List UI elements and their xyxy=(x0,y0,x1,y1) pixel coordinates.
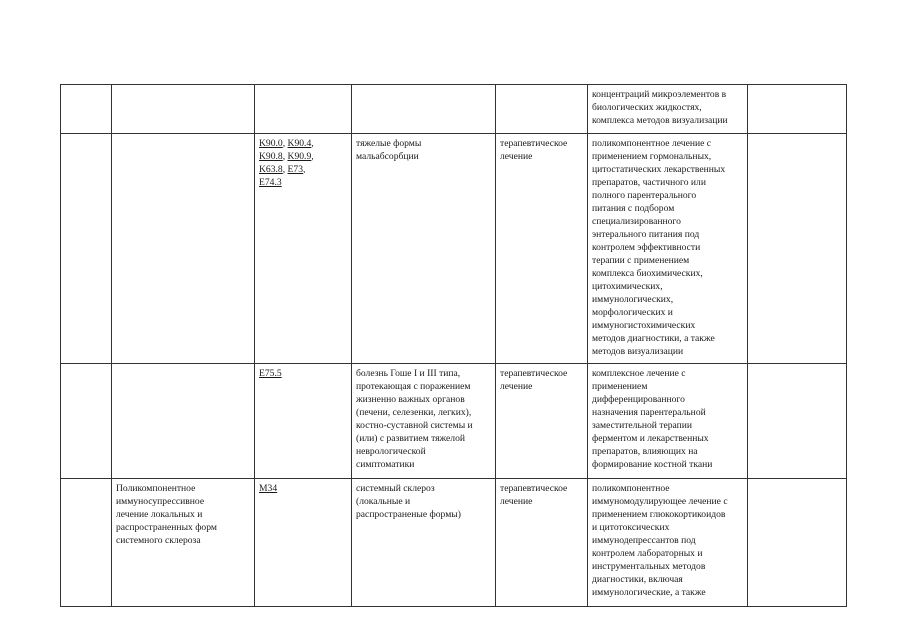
icd-code-link[interactable]: E75.5 xyxy=(259,368,282,379)
extra-cell xyxy=(748,479,847,607)
group-cell xyxy=(61,364,112,479)
patient-model-cell: болезнь Гоше I и III типа, протекающая с поражением жизненно важных органов (печени, селезенки, легких), костно-суставной системы и (или) с развитием тяжелой неврологической симптоматики xyxy=(352,364,496,479)
treatment-method-cell: комплексное лечение с применением дифференцированного назначения парентеральной заместительной терапии ферментом и лекарственных препаратов, влияющих на формирование костной ткани xyxy=(588,364,748,479)
patient-model-cell: системный склероз (локальные и распространеные формы) xyxy=(352,479,496,607)
treatment-method-cell: поликомпонентное лечение с применением гормональных, цитостатических лекарственных препаратов, частичного или полного парентерального питания с подбором специализированного энтерального питания под контролем эффективности терапии с применением комплекса биохимических, цитохимических, иммунологических, морфологических и иммуногистохимических методов диагностики, а также методов визуализации xyxy=(588,134,748,364)
icd-code-link[interactable]: K90.4 xyxy=(287,138,312,149)
icd-code-link[interactable]: K63.8 xyxy=(259,164,283,175)
icd-code-link[interactable]: E73 xyxy=(287,164,303,175)
group-cell xyxy=(61,479,112,607)
extra-cell xyxy=(748,85,847,134)
icd-code-link[interactable]: K90.9 xyxy=(287,151,312,162)
group-cell xyxy=(61,134,112,364)
intervention-name-cell: Поликомпонентное иммуносупрессивное лечение локальных и распространенных форм системного склероза xyxy=(112,479,255,607)
treatment-method-cell: поликомпонентное иммуномодулирующее лечение с применением глюкокортикоидов и цитотоксических иммунодепрессантов под контролем лабораторных и инструментальных методов диагностики, включая иммунологические, а также xyxy=(588,479,748,607)
icd-code-link[interactable]: K90.8 xyxy=(259,151,283,162)
patient-model-cell: тяжелые формы мальабсорбции xyxy=(352,134,496,364)
table-row xyxy=(61,134,847,364)
medical-care-table xyxy=(60,84,847,607)
icd-code-link[interactable]: M34 xyxy=(259,483,278,494)
treatment-type-cell xyxy=(496,85,588,134)
treatment-type-cell: терапевтическое лечение xyxy=(496,479,588,607)
extra-cell xyxy=(748,134,847,364)
table-row xyxy=(61,364,847,479)
diagnosis-codes-cell xyxy=(255,85,352,134)
diagnosis-codes-cell: K90.0, K90.4, K90.8, K90.9, K63.8, E73, E74.3 xyxy=(255,134,352,364)
intervention-name-cell xyxy=(112,134,255,364)
icd-code-link[interactable]: E74.3 xyxy=(259,177,282,188)
extra-cell xyxy=(748,364,847,479)
intervention-name-cell xyxy=(112,85,255,134)
treatment-type-cell: терапевтическое лечение xyxy=(496,364,588,479)
treatment-method-cell: концентраций микроэлементов в биологических жидкостях, комплекса методов визуализации xyxy=(588,85,748,134)
treatment-type-cell: терапевтическое лечение xyxy=(496,134,588,364)
diagnosis-codes-cell xyxy=(255,364,352,479)
diagnosis-codes-cell xyxy=(255,479,352,607)
table-row xyxy=(61,85,847,134)
table-row xyxy=(61,479,847,607)
patient-model-cell xyxy=(352,85,496,134)
icd-code-link[interactable]: K90.0 xyxy=(259,138,283,149)
intervention-name-cell xyxy=(112,364,255,479)
group-cell xyxy=(61,85,112,134)
